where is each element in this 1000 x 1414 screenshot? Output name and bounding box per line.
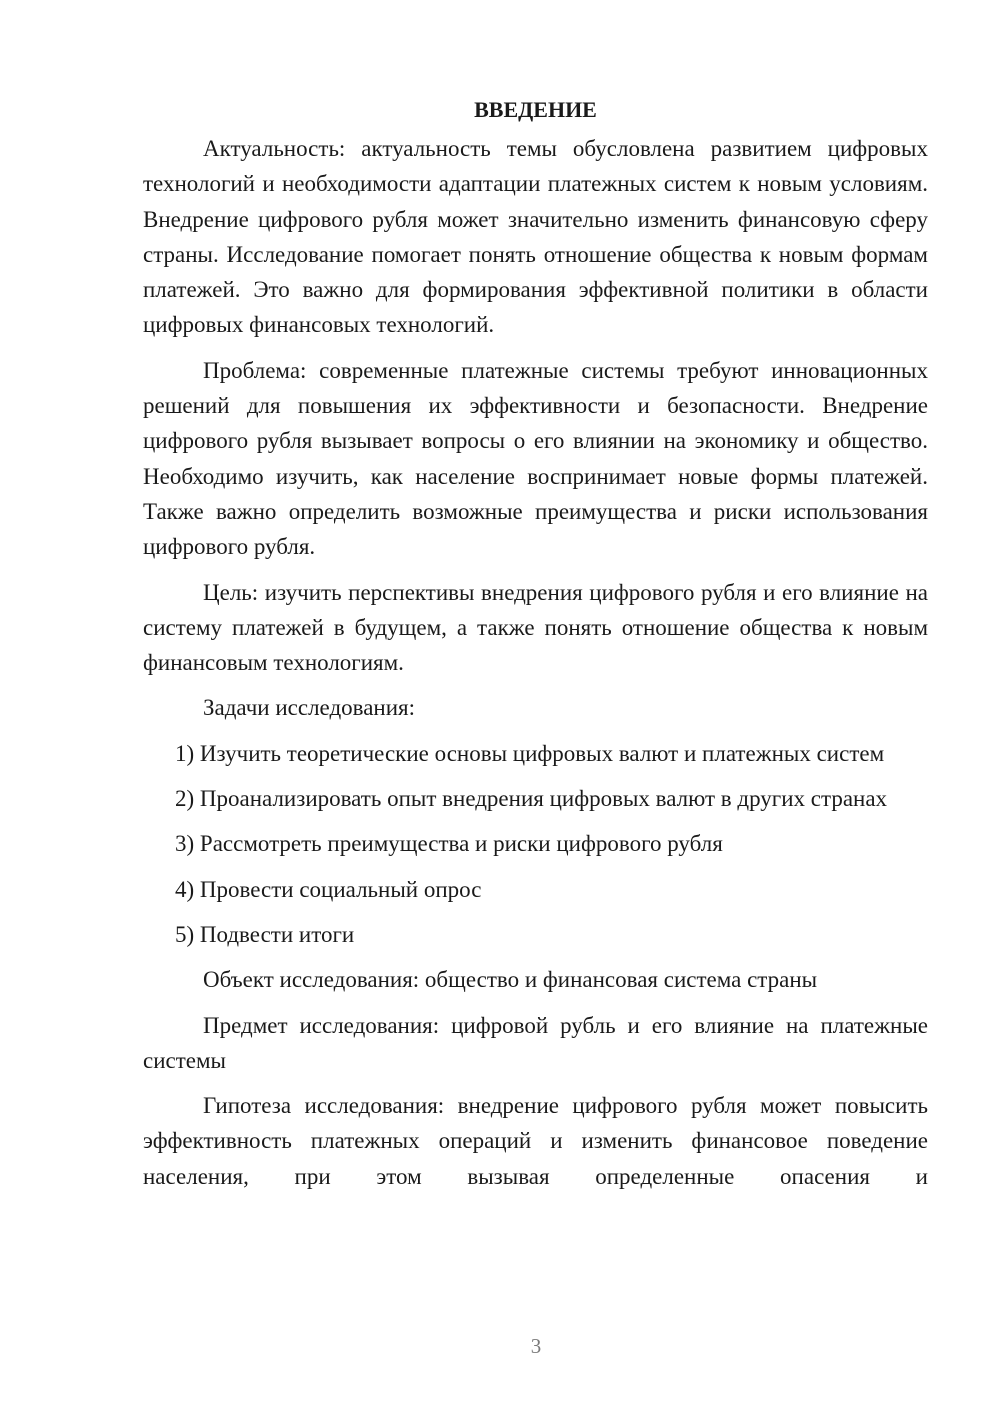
task-item-5: 5) Подвести итоги	[175, 921, 355, 947]
task-item-3: 3) Рассмотреть преимущества и риски цифрового рубля	[175, 831, 723, 857]
page-number: 3	[530, 1334, 542, 1358]
page-content	[143, 92, 928, 1194]
tasks-heading: Задачи исследования:	[203, 695, 416, 721]
task-item-2: 2) Проанализировать опыт внедрения цифровых валют в других странах	[175, 786, 888, 812]
paragraph-goal: Цель: изучить перспективы внедрения цифрового рубля и его влияние на систему платежей в будущем, а также понять отношение общества к новым финансовым технологиям.	[143, 579, 928, 676]
section-title: ВВЕДЕНИЕ	[474, 97, 597, 122]
paragraph-subject: Предмет исследования: цифровой рубль и его влияние на платежные системы	[143, 1012, 928, 1073]
paragraph-problem: Проблема: современные платежные системы требуют инновационных решений для повышения их эффективности и безопасности. Внедрение цифрового рубля вызывает вопросы о его влиянии на экономику и общество. Необходимо изучить, как население воспринимает новые формы платежей. Также важно определить возможные преимущества и риски использования цифрового рубля.	[143, 357, 928, 560]
paragraph-relevance: Актуальность: актуальность темы обусловлена развитием цифровых технологий и необходимости адаптации платежных систем к новым условиям. Внедрение цифрового рубля может значительно изменить финансовую сферу страны. Исследование помогает понять отношение общества к новым формам платежей. Это важно для формирования эффективной политики в области цифровых финансовых технологий.	[143, 136, 928, 338]
paragraph-object: Объект исследования: общество и финансовая система страны	[203, 967, 818, 993]
task-item-4: 4) Провести социальный опрос	[175, 876, 482, 902]
task-item-1: 1) Изучить теоретические основы цифровых валют и платежных систем	[175, 740, 885, 766]
paragraph-hypothesis: Гипотеза исследования: внедрение цифрового рубля может повысить эффективность платежных операций и изменить финансовое поведение населения, при этом вызывая определенные опасения и	[143, 1093, 928, 1189]
